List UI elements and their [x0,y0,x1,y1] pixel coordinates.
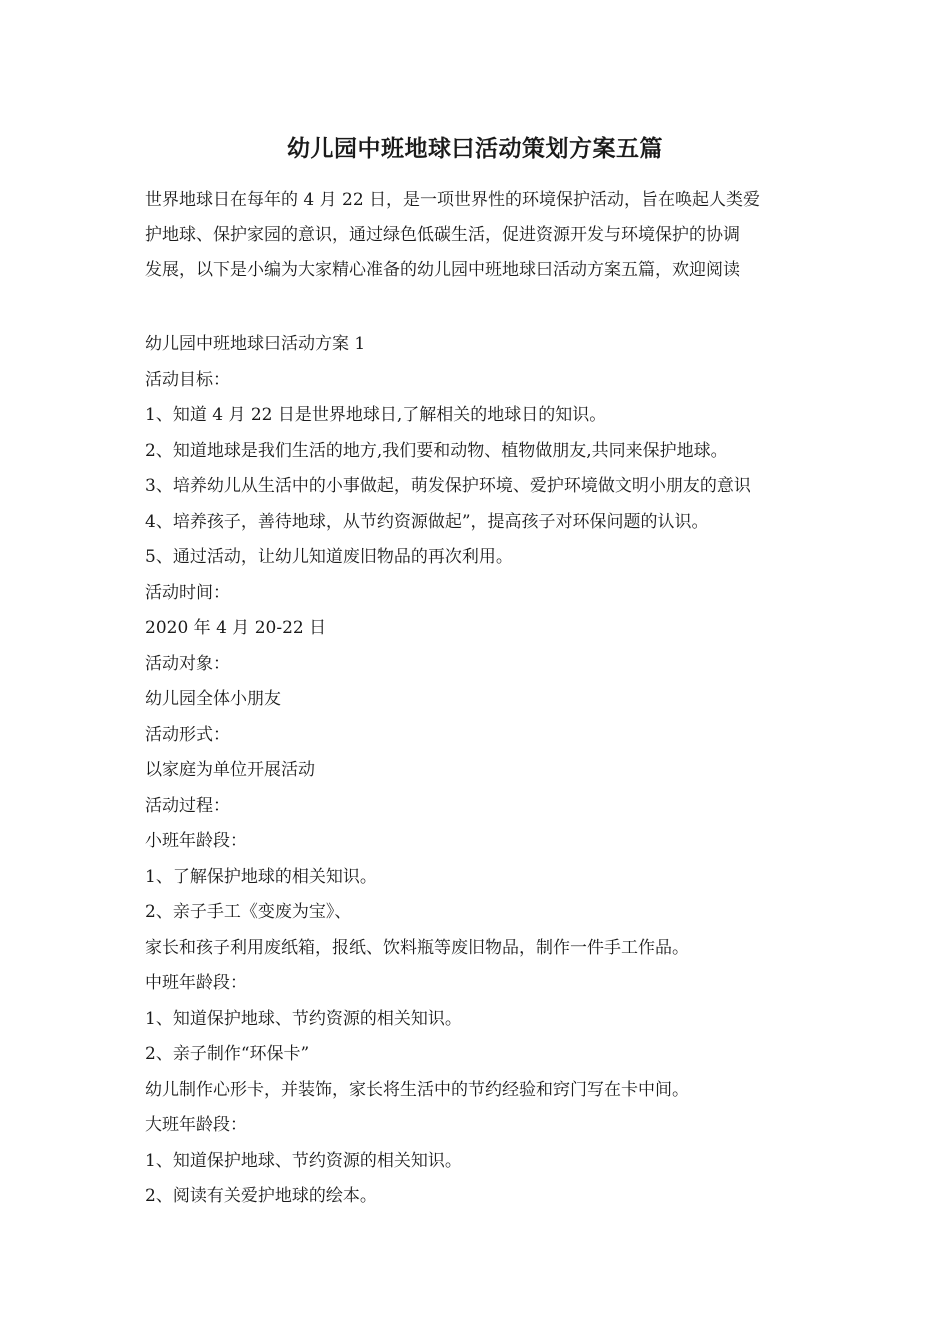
body-line: 大班年龄段： [145,1115,247,1135]
body-line: 5、通过活动，让幼儿知道废旧物品的再次利用。 [145,547,513,567]
body-line: 3、培养幼儿从生活中的小事做起，萌发保护环境、爱护环境做文明小朋友的意识 [145,476,751,496]
document-title: 幼儿园中班地球曰活动策划方案五篇 [287,136,663,162]
body-line: 2020 年 4 月 20-22 日 [145,618,327,638]
body-line: 4、培养孩子，善待地球，从节约资源做起”，提高孩子对环保问题的认识。 [145,511,709,532]
body-line: 幼儿制作心形卡，并装饰，家长将生活中的节约经验和窍门写在卡中间。 [145,1079,689,1100]
body-line: 2、知道地球是我们生活的地方,我们要和动物、植物做朋友,共同来保护地球。 [145,440,728,461]
intro-paragraph [145,183,810,288]
body-line: 1、知道 4 月 22 日是世界地球日,了解相关的地球日的知识。 [145,405,607,425]
body-line: 1、了解保护地球的相关知识。 [145,866,377,887]
body-line: 1、知道保护地球、节约资源的相关知识。 [145,1150,462,1171]
intro-line: 世界地球日在每年的 4 月 22 日，是一项世界性的环境保护活动，旨在唤起人类爱 [145,190,761,210]
section-heading: 幼儿园中班地球曰活动方案 1 [145,334,366,354]
body-line: 家长和孩子利用废纸箱，报纸、饮料瓶等废旧物品，制作一件手工作品。 [145,937,689,958]
body-line: 幼儿园全体小朋友 [145,689,281,709]
body-line: 活动时间： [145,582,230,603]
body-line: 活动过程： [145,795,230,816]
document-body [145,327,815,1215]
body-line: 2、阅读有关爱护地球的绘本。 [145,1186,377,1206]
body-line: 小班年龄段： [145,831,247,851]
body-line: 活动对象： [145,653,230,674]
body-line: 中班年龄段： [145,973,247,993]
body-line: 活动形式： [145,724,230,745]
intro-line: 发展，以下是小编为大家精心准备的幼儿园中班地球曰活动方案五篇，欢迎阅读 [145,260,740,280]
body-line: 活动目标： [145,369,230,390]
body-line: 以家庭为单位开展活动 [145,760,315,780]
intro-line: 护地球、保护家园的意识，通过绿色低碳生活，促进资源开发与环境保护的协调 [145,225,740,245]
body-line: 2、亲子手工《变废为宝》、 [145,902,352,922]
body-line: 1、知道保护地球、节约资源的相关知识。 [145,1008,462,1029]
body-line: 2、亲子制作“环保卡” [145,1044,310,1064]
